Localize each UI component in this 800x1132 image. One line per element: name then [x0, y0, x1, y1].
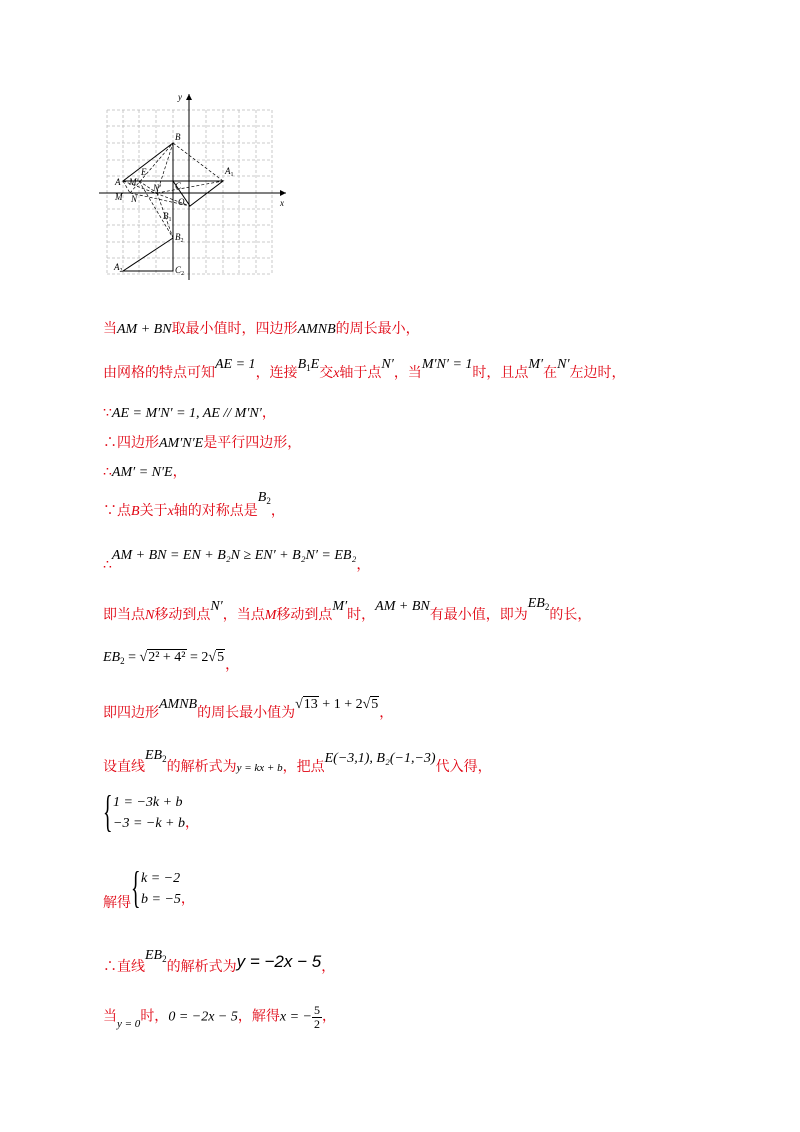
label-B1: $B_1$	[163, 211, 172, 223]
solution-line-11: 设直线$EB_2$的解析式为y = kx + b，把点E(−3,1), B₂(−1,−3)代入得，	[103, 748, 492, 775]
point-labels	[113, 92, 284, 277]
coordinate-figure	[96, 88, 296, 283]
solution-line-5: ∴AM′ = N′E，	[103, 465, 187, 480]
solution-line-3: ∵AE = M′N′ = 1, AE // M′N′，	[103, 406, 276, 421]
label-B: B	[175, 132, 181, 142]
label-B2: $B_2$	[175, 232, 184, 244]
y-axis-arrow	[186, 94, 192, 100]
solution-line-14: ∴直线$EB_2$的解析式为y = −2x − 5，	[103, 948, 336, 975]
solution-line-2: 由网格的特点可知AE = 1，连接$B_1E$交x轴于点N′，当M′N′ = 1时，且点M′在N′左边时，	[103, 357, 626, 381]
solution-line-9: $EB_2 = √2^2 + 4^2 = 2√5$，	[103, 650, 240, 673]
x-axis-arrow	[280, 190, 286, 196]
fraction-five-halves: $\frac{5}{2}$	[313, 1003, 320, 1031]
shapes	[123, 143, 223, 271]
solution-line-7: ∴AM + BN = EN + B₂N ≥ EN′ + B₂N′ = EB₂，	[103, 548, 371, 573]
solution-line-6: ∵点B关于x轴的对称点是$B_2$，	[103, 490, 285, 519]
label-M: M	[115, 192, 123, 202]
label-A2: $A_2$	[114, 262, 123, 274]
solution-line-1: 当AM + BN取最小值时，四边形AMNB的周长最小，	[103, 322, 420, 337]
label-C: C	[175, 181, 182, 191]
system-equations-1: 1 = −3k + b −3 = −k + b，	[113, 795, 200, 831]
label-C2: $C_2$	[175, 265, 185, 277]
label-x: x	[280, 198, 284, 208]
label-A1: $A_1$	[225, 166, 234, 178]
label-Np: N'	[153, 183, 161, 193]
label-E: E	[141, 167, 147, 177]
axes	[99, 94, 286, 280]
label-y: y	[178, 92, 182, 102]
label-O: O	[178, 197, 185, 207]
system-brace-2: {	[131, 863, 141, 912]
solution-line-8: 即当点N移动到点N′，当点M移动到点M′时，AM + BN有最小值，即为$EB_2$的长，	[103, 596, 592, 623]
label-Mp: M'	[129, 177, 139, 187]
system-brace-1: {	[103, 787, 113, 836]
solution-line-15: 当$_{y = 0}$时，0 = −2x − 5，解得x = − $\frac{5}{2}$ ，	[103, 1003, 336, 1031]
solution-line-4: ∴四边形AM′N′E是平行四边形，	[103, 436, 302, 451]
system-equations-2: k = −2 b = −5，	[141, 871, 195, 907]
label-N: N	[131, 194, 138, 204]
solution-line-13-text: 解得	[103, 896, 131, 911]
label-A: A	[115, 177, 121, 187]
solution-line-10: 即四边形AMNB的周长最小值为√13 + 1 + 2√5，	[103, 697, 394, 721]
